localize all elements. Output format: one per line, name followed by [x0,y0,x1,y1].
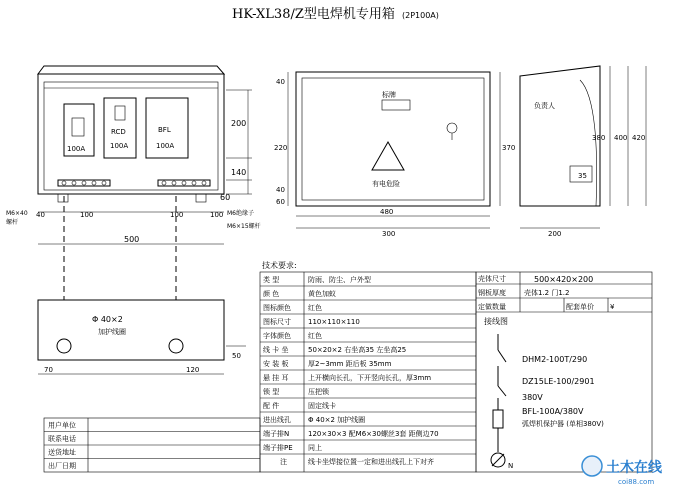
tech-row-value: 防雨、防尘、户外型 [308,276,371,284]
m6-insulator-label: M6绝缘子 [227,210,254,217]
front-dim-100c: 100 [210,211,224,219]
rcd-label: RCD [111,128,126,136]
tech-row-key: 进出线孔 [263,416,291,424]
tech-row-value: Φ 40×2 加护线圈 [308,416,366,424]
tech-row-key: 悬 挂 耳 [263,374,289,382]
wiring-n: N [508,462,514,470]
side-dim-60: 60 [276,198,285,206]
customer-row-key: 用户单位 [48,421,76,430]
watermark-text: 土木在线 [606,460,662,476]
side-dim-220: 220 [274,144,288,152]
watermark [582,456,663,486]
tech-row-value: 上开横向长孔，下开竖向长孔，厚3mm [308,374,432,382]
bottom-label1: Φ 40×2 [92,315,123,324]
watermark-url: coi88.com [618,478,655,486]
bottom-label2: 加护线圈 [98,328,126,336]
customer-row-key: 送货地址 [48,448,76,457]
side-dim-300: 300 [382,230,396,238]
tech-row-value: 红色 [308,304,322,312]
tech-row-key: 安 装 板 [263,360,289,368]
right-view [520,66,646,238]
tech-row-key: 颜 色 [263,290,280,298]
drawing-subtitle: (2P100A) [402,11,439,20]
front-dim-40: 40 [36,211,45,219]
thick-key: 钢板厚度 [478,289,506,297]
spec-panel [476,272,652,472]
front-dim-60: 60 [220,193,231,202]
unit-value: ¥ [610,303,615,311]
right-dim-35: 35 [578,172,587,180]
side-view [274,72,515,238]
side-dim-370: 370 [502,144,516,152]
front-dim-140: 140 [231,168,247,177]
customer-table [44,418,260,472]
tech-row-key: 图标颜色 [263,304,291,312]
tech-row-value: 同上 [308,444,322,452]
m6-left-label2: 螺杆 [6,219,19,226]
tech-row-value: 110×110×110 [308,318,360,326]
tech-row-key: 端子排PE [263,444,293,452]
tech-row-key: 线 卡 坐 [263,346,289,354]
tech-row-key: 配 件 [263,402,280,410]
tech-row-key: 图标尺寸 [263,318,291,326]
bottom-dim-120: 120 [186,366,200,374]
tech-row-value: 固定线卡 [308,402,336,410]
right-dim-380: 380 [592,134,606,142]
tech-row-value: 黄色加蚁 [308,290,336,298]
wiring-bfl: BFL-100A/380V [522,407,584,416]
tech-table [260,260,476,472]
bfl-label: BFL [158,126,171,134]
size-value: 500×420×200 [534,275,594,284]
tech-row-key: 端子排N [263,430,290,438]
plate-label: 标牌 [382,91,396,99]
m6-screw-label: M6×15螺杆 [227,223,261,230]
front-dim-100b: 100 [170,211,184,219]
tech-note-key: 注 [280,458,287,466]
right-dim-400: 400 [614,134,628,142]
bottom-dim-70: 70 [44,366,53,374]
size-key: 壳体尺寸 [478,275,506,283]
qty-key: 定做数量 [478,303,506,311]
tech-row-value: 50×20×2 右坐高35 左坐高25 [308,346,407,354]
wiring-heading: 接线图 [484,317,508,326]
unit-key: 配套单价 [566,303,594,311]
bottom-dim-50: 50 [232,352,241,360]
tech-heading: 技术要求: [262,261,297,270]
front-dim-500: 500 [124,235,140,244]
bfl-rating: 100A [156,142,175,150]
right-dim-420: 420 [632,134,646,142]
thick-value: 壳体1.2 门1.2 [524,289,570,297]
customer-row-key: 联系电话 [48,435,76,443]
rcd-rating: 100A [110,142,129,150]
wiring-dz: DZ15LE-100/2901 [522,377,595,386]
front-dim-200: 200 [231,119,247,128]
m6-left-label: M6×40 [6,210,28,217]
person-label: 负责人 [534,102,555,110]
tech-row-value: 120×30×3 配M6×30螺丝3套 距侧边70 [308,430,439,438]
danger-label: 有电危险 [372,180,400,188]
tech-row-value: 厚2~3mm 距后板 35mm [308,360,392,368]
tech-row-key: 字体颜色 [263,332,291,340]
tech-row-value: 红色 [308,332,322,340]
tech-row-key: 类 型 [263,276,280,284]
wiring-dhm: DHM2-100T/290 [522,355,588,364]
tech-row-value: 压把锁 [308,388,329,396]
wiring-arc: 弧焊机保护器 (单相380V) [522,420,604,428]
drawing-title: HK-XL38/Z型电焊机专用箱 [232,7,395,22]
customer-row-key: 出厂日期 [48,462,76,470]
wiring-380v: 380V [522,393,543,402]
front-view [6,66,261,300]
side-dim-480: 480 [380,208,394,216]
side-dim-40top: 40 [276,78,285,86]
bottom-view [38,300,246,374]
tech-row-key: 锁 型 [263,388,280,396]
right-dim-200: 200 [548,230,562,238]
front-dim-100a: 100 [80,211,94,219]
tech-note-value: 线卡坐焊接位置一定和进出线孔上下对齐 [308,458,434,466]
breaker1-label: 100A [67,145,86,153]
side-dim-40a: 40 [276,186,285,194]
